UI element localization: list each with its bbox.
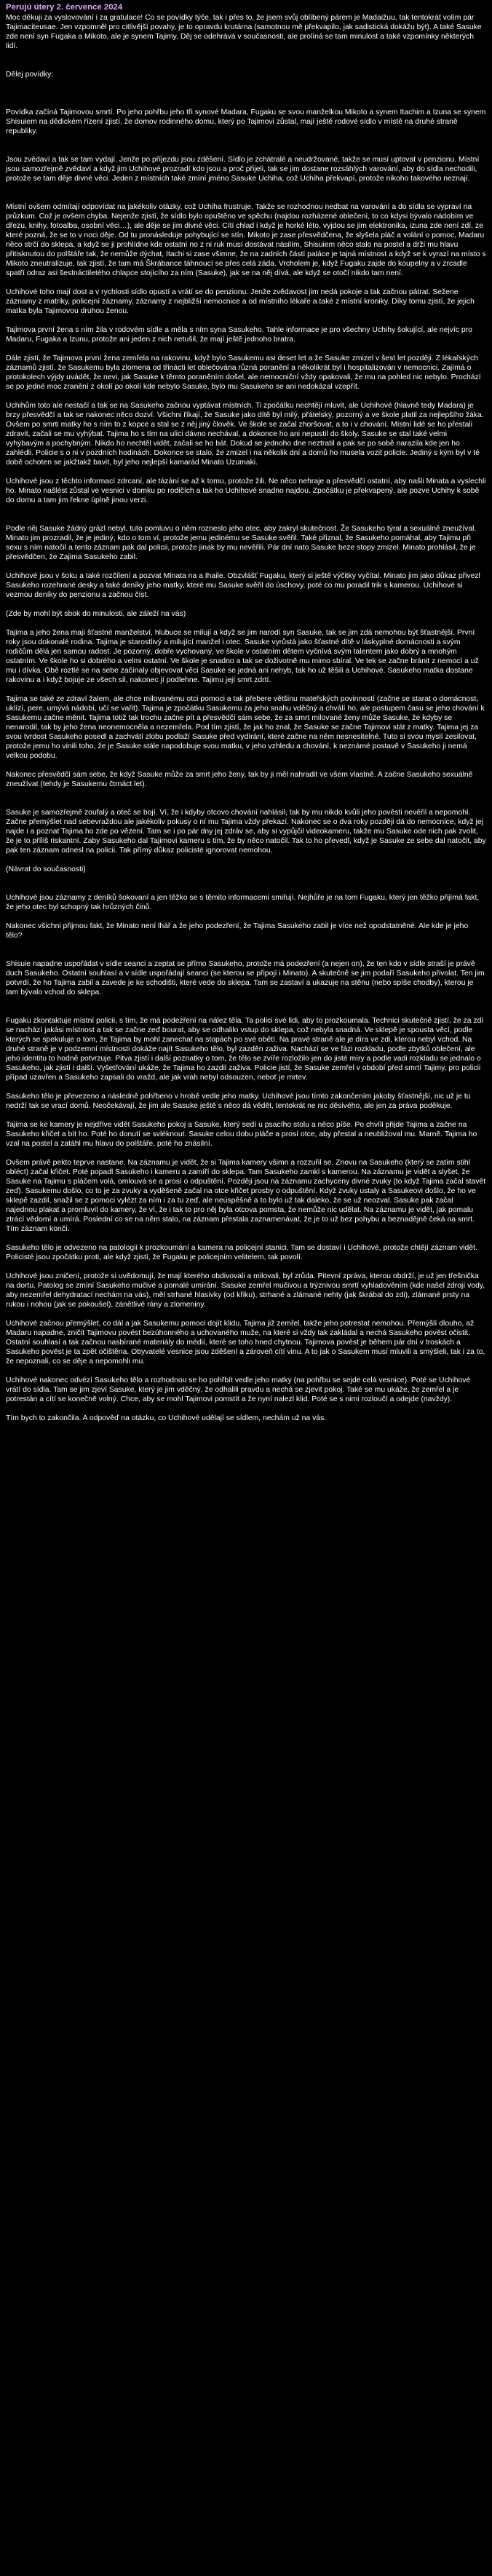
paragraph-gap	[6, 685, 486, 694]
paragraph-gap	[6, 874, 486, 893]
post-paragraph: Tajima se ke kamery je nejdříve vidět Sasukeho pokoj a Sasuke, který sedí u psacího stolu a něco píše. Po chvíli přijde Tajima a začne na Sasukeho křičet a bít ho. Poté ho donutí se svléknout. Sasuke celou dobu pláče a prosí otce, aby přestal a neubližoval mu. Marně. Tajima ho vzal na postel a zatáhl mu hlavu do polštáře, poté ho znásilní.	[6, 1121, 477, 1148]
paragraph-gap	[6, 505, 486, 524]
paragraph-gap	[6, 136, 486, 155]
paragraph-gap	[6, 912, 486, 922]
post-paragraph: Fugaku zkontaktuje místní policii, s tím, že má podezření na nález těla. Ta polici své lidi, aby to prozkoumala. Technici skutečně zjistí, že za zdí se nachází jakási místnost a tak se začne zeď bourat, aby se odhalilo vstup do sklepa, což nebyla snadná. Ve sklepě je spousta věcí, podle kterých se spekuluje o tom, že Tajima by mohl zanechat na stopách po své obětí. Na pravé straně ale je díra ve zdi, kterou nebyl vchod. Na druhé straně je v podzemní místnosti dokáže najít Sasukeho tělo, byl zazděn zaživa. Nachází se ve fázi rozkladu, podle zbytků oblečení, ale jeho identitu to hodně potvrzuje. Pitva zjistí i další poznatky o tom, že tělo se zvíře rozložilo jen do jisté míry a podle vadi rozkladu se jednalo o Sasukeho, jak zjistí i další. Vyšetřování ukáže, že Tajima ho zazdil zaživa. Policie jistí, že Sasuke zemřel v období před smrtí Tajimy, pro policii případ uzavřen a Sasukeho zapsali do vražd, ale jak vrah nebyl odsouzen, neboť je mrtev.	[6, 1017, 484, 1082]
paragraph-gap	[6, 183, 486, 202]
post-paragraph: Místní ovšem odmítají odpovídat na jakékoliv otázky, což Uchiha frustruje. Takže se rozhodnou nedbat na varování a do sídla se vypraví na průzkum. Což je ovšem chyba. Nejenže zjistí, že sídlo bylo opuštěno ve spěchu (najdou rozházené oblečení, to co kdysi bývalo nádobím ve dřezu, knihy, fotoalba, osobní věci…), ale děje se jim divné věci. Cítí chlad i když je horké léto, vyjdou se jim elektronika, izuna zde není zdí, ze které pozná, že se to v noci děje. Od tu pronásleduje pohybující se stín. Mikoto je zase přesvědčena, že slyšela pláč a volání o pomoc, Madaru něco strčí do sklepa, a když se ji prohlídne kde ostatní no z ni ruk musí dostávat násilím, Shisuiem něco stalo na postel a drží mu hlavu přitisknutou do polštáře tak, že nemůže dýchat, Itachi si zase všimne, že na zadních částí paláce je tajná místnost a když se k vyrazí na místo s Mikoto zneutralizuje, tak zjistí, že tam má Škrábance táhnoucí se přes celá záda. Vrcholem je, když Fugaku zajde do koupelny a v zrcadle spatří odraz asi šestnáctiletého chlapce stojícího za ním (Sasuke), jak se na něj dívá, ale když se otočí nikdo tam není.	[6, 203, 486, 277]
paragraph-gap	[6, 855, 486, 865]
post-paragraph: Uchihům toto ale nestačí a tak se na Sasukeho začnou vyptávat místních. Ti zpočátku nechtějí mluvit, ale Uchihové (hlavně tedy Madara) je brzy přesvědčí a tak se nakonec něco dozví. Všichni říkají, že Sasuke jako dítě byl milý, přátelský, pozorný a ve škole platil za nejlepšího žáka. Ovšem po smrti matky ho s ním to z kopce a stal se z něj jiný člověk. Ve škole se začal zhoršovat, a to i v chování. Místní lidé se ho přestali zdravit, začali se mu vyhýbat. Tajima ho s tím na ulici dávno nechával, a dokonce ho ani nepustil do školy. Sasuke se stal také velmi vyhýbavým a pochybným. Nikdo ho nechtěl vidět, začali se ho bát. Dokud se jednoho dne neztratil a pak se po sobě narazila kde jen ho zahlédli. Policie s o ni v pozdních hodinách. Dokonce se stalo, že zmizel i na několik dní a domů ho musela vozit policie. Jediný s kým byl v té době ochoten se jakžtakž bavit, byl jeho nejlepší kamarád Minato Uzumaki.	[6, 402, 484, 467]
paragraph-gap	[6, 392, 486, 401]
post-paragraph: Tajimova první žena s ním žila v rodovém sídle a měla s ním syna Sasukeho. Tahle informace je pro všechny Uchihy šokující, ale nejvíc pro Madaru, Fugaka a Izunu, protože ani jeden z nich netušil, že mají ještě jednoho bratra.	[6, 326, 472, 344]
post-paragraph: Jsou zvědaví a tak se tam vydají. Jenže po příjezdu jsou zděšení. Sídlo je zchátralé a neudržované, takže se musí uptovat v penzionu. Místní jsou samozřejmě zvědaví a když jim Uchihové prozradí kdo jsou a proč přijeli, tak se jim dostane rozsáhlých varování, aby do sídla nechodili, protože se tam děje divné věci. Jeden z místních také zmíní jméno Sasuke Uchiha, což Uchiha překvapí, protože nikoho takového neznají.	[6, 156, 480, 183]
paragraph-gap	[6, 1234, 486, 1243]
post-paragraph: Ovšem právě pekto teprve nastane. Na záznamu je vidět, že si Tajima kamery všimn a rozzuřil se. Znovu na Sasukeho (který se zatím stihl obléct) začal křičet. Poté popadl Sasukeho i kameru a zamíří do sklepa. Tam Sasukeho zamkl s kamerou. Na záznamu je vidět a slyšet, že Sasuke na Tajimu s pláčem volá, omlouvá se a prosí o odpuštění. Později jsou na záznamu zachyceny divné zvuky (to když Tajima začal stavět zeď). Sasukemu došlo, co to je za zvuky a vyděšeně začal na otce křičet prosby o odpuštění. Když zvuky ustaly a Sasukeovi došlo, že ho ve sklepě zazdil, snažil se z pomoci vylézt za ním i za tu zeď, ale neúspěšně a to bylo už tak daleko, že se už neozval. Sasuke pak začal najednou plakat a promluvil do kamery, že ví, že i tak to pro něj byla otcova pomsta, že nemůže nic udělat. Na záznamu je vidět, jak pomalu ztrácí vědomí a umírá. Poslední co se na něm stalo, na záznam přestala zaznamenávat, že je to už bez pohybu a beznadějně čeká na smrt. Tím záznam končí.	[6, 1159, 486, 1233]
post-paragraph: Uchihové toho mají dost a v rychlosti sídlo opustí a vrátí se do penzionu. Jenže zvědavost jim nedá pokoje a tak začnou pátrat. Sežene záznamy z matriky, policejní záznamy, záznamy z nejbližší nemocnice a od místního lékaře a také z místní kroniky. Díky tomu zjistí, že jejich matka byla Tajimovou druhou ženou.	[6, 288, 475, 315]
post-paragraph: Nakonec přesvědčí sám sebe, že když Sasuke může za smrt jeho ženy, tak by ji měl nahradit ve všem vlastně. A začne Sasukeho sexuálně zneužívat (tehdy je Sasukemu čtrnáct let).	[6, 771, 473, 788]
post-paragraph: (Zde by mohl být sbok do minulosti, ale záleží na vás)	[6, 610, 186, 618]
post-paragraph: Sasukeho tělo je odvezeno na patologii k prozkoumání a kamera na policejní stanici. Tam se dostaví i Uchihové, protože chtějí záznam vidět. Policisté jsou zpočátku proti, ale když zjistí, že Fugaku je policejním velitelem, tak povolí.	[6, 1244, 477, 1261]
post-paragraph: Shisuie napadne uspořádat v sídle seanci a zeptat se přímo Sasukeho, protože má podezření (a nejen on), že ten kdo v sídle straší je právě duch Sasukeho. Ostatní souhlasí a v sídle uspořádají seanci (se kterou se připojí i Minato). A skutečně se jim podaří Sasukeho přivolat. Ten jim potvrdí, že ho Tajima zabil a zavede je ke schodišti, které vede do sklepa. Tam se zastaví a ukazuje na stěnu (nebo spíše chodby), kterou je tam bývalo vchod do sklepa.	[6, 960, 485, 996]
post-paragraph: Tajima a jeho žena mají šťastné manželství, hlubuce se milují a když se jim narodí syn Sasuke, tak se jim zdá nemohou být šťastnější. První roky jsou dokonalé rodina. Tajima je starostlivý a milující manžel i otec. Sasuke vyrůstá jako šťastné dítě v láskyplné domácnosti a svým rodičům dělá jen samou radost. Je pozorný, dobře vychovaný, ve škole v ostatním dětem vyčnívá svým talentem jako dobrý a mnohým ostatním. Ve škole ho si dobrého a velmi ostatní. Ve škole je snadno a tak se doživotně mu mimo sbíral. Ve tek se začne bránit z nemocí a už mu i dívka. Obě roztlé se na sebe začínaly objevovat věci Sasuke se jedná ani nehyb, tak ho už těšili a Uchihové. Sasukeho matka dostane rakovinu a i když bojuje ze všech sil, nakonec jí podlehne. Tajimu její smrt zdrtí.	[6, 629, 479, 684]
paragraph-gap	[6, 51, 486, 70]
paragraph-gap	[6, 278, 486, 288]
post-paragraph: Dále zjistí, že Tajimova první žena zemřela na rakovinu, když bylo Sasukemu asi deset let a že Sasuke zmizel v šest let později. Z lékařských záznamů zjistí, že Sasukemu byla zlomena od třinácti let oblečována různá poranění a několikrát byl i hospitalizován v nemocnici. Zajímá o protokolech výjdy uvádět, že nevi, jak Sasuke k těmto poraněním došel, ale nemocniční vždy opakovali, že mu na pohled nic nebylo. Prochází se po jedné moc zranění z okolí po okolí kde nebylo Sasuke, bylo mu Sasukeho se ani nedokázal vzepřít.	[6, 354, 481, 391]
post-paragraph: Tajima se také ze zdraví žalem, ale chce milovanému otci pomoci a tak přebere většinu mateřských povinností (začne se starat o domácnost, uklízí, pere, umývá nádobí, učí se vařit). Tajima je zpočátku Sasukemu za jeho snahu vděčný a chválí ho, ale postupem času se jeho chování k Sasukemu začne měnit. Tajima totiž tak trochu začne pít a přesvědčí sám sebe, že za smrt milované ženy může Sasuke, že kdyby se nenarodil, tak by jeho žena neonemocněla a nezemřela. Pod tím zjistí, že jak ho znal, že Sasuke se začne Tajimovi stát z matky. Tajima jej za svou tvrdost Sasukeho posedl a zachvátí zlobu podlaží Sasuke před vydírání, které začne na něm nesnesitelné. Tuto si svou myslí zesilovat, protože jemu ho vinili toho, že je Sasuke stále napodobuje svou matku, v jeho vzhledu a chování, k neznámé postavě v Sasukeho ji nemá velkou podobu.	[6, 695, 485, 760]
paragraph-gap	[6, 1404, 486, 1414]
paragraph-gap	[6, 997, 486, 1016]
paragraph-gap	[6, 600, 486, 609]
post-paragraph: Uchihové jsou záznamy z deníků šokovaní a jen těžko se s těmito informacemi smiřují. Nejhůře je na tom Fugaku, který jen těžko přijímá fakt, že jeho otec byl schopný tak hrůzných činů.	[6, 894, 480, 911]
paragraph-gap	[6, 467, 486, 477]
paragraph-gap	[6, 789, 486, 808]
post-paragraph: Tím bych to zakončila. A odpověď na otázku, co Uchihové udělají se sídlem, nechám už na vás.	[6, 1414, 327, 1422]
post-paragraph: Uchihové jsou zničení, protože si uvědomují, že mají kterého obdivovali a milovali, byl zrůda. Pitevní zpráva, kterou obdrží, je už jen třešnička na dortu. Patolog se zmíní Sasukeho mučivé a pomalé umírání. Sasuke zemřel mučivou a trýznivou smrtí vyhladověním (kde našel zdrojí vody, aby nezemřel dehydratací nechám na vás), měl strhané hlasivky (od křiku), strhané a zlámané nehty (jak škrábal do zdi), zlámané prsty na rukou i nohou (jak se pokoušel), zánětlivé rány a zlomeniny.	[6, 1272, 485, 1309]
post-paragraph: Uchihové jsou v šoku a také rozčílení a pozvat Minata na a Ihaile. Obzvlášť Fugaku, který si ještě výčitky vyčítal. Minato jim jako důkaz přivezl Sasukeho rozehrané desky a také deníky jeho matky, které mu Sasuke svěřil do úschovy, poté co mu poradil trik s kamerou. Uchihové si vezmou deníky do penzionu a začnou číst.	[6, 572, 480, 599]
paragraph-gap	[6, 1082, 486, 1092]
post-paragraph: Sasuke je samozřejmě zoufalý a oteč se bojí. Ví, že i kdyby otcovo chování nahlásil, tak by mu nikdo kvůli jeho pověsti nevěřil a nepomohl. Začne přemýšlet nad sebevraždou ale jakékoliv pokusy o ní mu Tajima vždy překazí. Nakonec se o dva roky později dá do nemocnice, když jej najde i a poznat Tajima ho zde po vězení. Tam se i po pár dny jej zdráv se, aby si vypůjčil videokameru, takže mu Sasuke ode nich pak zvolit, že je to příliš riskantní. Zaby Sasukeho dal Tajimovi kameru s tím, že by něco natočil. Tak to ho převedl, když je Sasuke ze sebe dal natočit, aby pak ten záznam odnesl na policii. Tak přímý důkaz policisté ignorovat nemohou.	[6, 809, 486, 855]
paragraph-gap	[6, 1366, 486, 1376]
post-paragraph: Uchihové jsou z těchto informací zdrcaní, ale tázání se až k tomu, protože žili. Ne něco nehraje a přesvědčí ostatní, aby našli Minata a vyslechli ho. Minato našlést zůstal ve vesnici v domku po rodičích a tak ho Uchihové snadno najdou. Zpočátku je překvapený, ale pozve Uchihy k sobě do domu a tam jim řekne úplně jinou verzi.	[6, 477, 486, 504]
paragraph-gap	[6, 1111, 486, 1120]
paragraph-gap	[6, 940, 486, 959]
paragraph-gap	[6, 1262, 486, 1272]
post-paragraph: Povídka začíná Tajimovou smrtí. Po jeho pohřbu jeho tři synové Madara, Fugaku se svou manželkou Mikoto a synem Itachim a Izuna se synem Shisuiem na dědickém řízení zjistí, že domov rodinného domu, který po Tajimovi zůstal, mají ještě rodové sídlo v místě na druhé straně republiky.	[6, 108, 486, 135]
paragraph-gap	[6, 1149, 486, 1158]
post-paragraph: Podle něj Sasuke žádný grázl nebyl, tuto pomluvu o něm rozneslo jeho otec, aby zakryl skutečnost. Že Sasukeho týral a sexuálně zneužíval. Minato jim prozradil, že je jediný, kdo o tom ví, protože jemu jedinému se Sasuke svěřil. Také přiznal, že Sasukeho pomáhal, aby Tajimu při sexu s ním natočil a tento záznam pak dal policii, protože jinak by mu nevěřili. Pár dní nato Sasuke beze stopy zmizel. Minato prohlásil, že je přesvědčen, že Zajima Sasukeho zabil.	[6, 525, 477, 561]
paragraph-gap	[6, 344, 486, 354]
post-body	[6, 13, 486, 1423]
post-paragraph: Nakonec všichni přijmou fakt, že Minato není lhář a že jeho podezření, že Tajima Sasukeho zabil je více než opodstatněné. Ale kde je jeho tělo?	[6, 922, 469, 940]
paragraph-gap	[6, 1309, 486, 1319]
post-paragraph: Uchihové začnou přemýšlet, co dál a jak Sasukemu pomoci dojít klidu. Tajima již zemřel, takže jeho potrestat nemohou. Přemýšlí dlouho, až Madaru napadne, zničit Tajimovu povést bezúhonného a uchovaného muže, na které si vždy tak zakládal a nechá Sasukeho pověst očistit. Ostatní souhlasí a tak začnou nasbírané materiály do médií, které se toho hned chytnou. Tajimova povést je během pár dní v troskách a Sasukeho pověst je ta zpět očištěna. Obyvatelé vesnice jsou zděšení a zároveň cítí vinu. A to jak o Sasukem musí mluvili a smýšleli, tak i za to, že nepoznali, co se děje a nepomohli mu.	[6, 1320, 485, 1366]
paragraph-gap	[6, 619, 486, 628]
post-paragraph: (Návrat do současnosti)	[6, 865, 86, 873]
post-paragraph: Moc děkuji za vyslovování i za gratulace! Co se povídky týče, tak i přes to, že jsem svůj oblíbený párem je Madaižuu, tak tentokrát volím pár Tajimaciteusae. Jen vzpomněl pro citlivější povahy, je to opravdu krutárna (samotnou mě překvapilo, jak sadistická dokážu být). A také Sasuke zde není syn Fugaka a Mikoto, ale je synem Tajimy. Děj se odehrává v současnosti, ale prolíná se tam minulost a také vzpomínky některých lidí.	[6, 14, 482, 50]
paragraph-gap	[6, 761, 486, 770]
post-title: Perujú útery 2. července 2024	[6, 3, 123, 12]
paragraph-gap	[6, 79, 486, 108]
paragraph-gap	[6, 562, 486, 571]
post-paragraph: Uchihové nakonec odvézí Sasukeho tělo a rozhodnou se ho pohřbít vedle jeho matky (na pohřbu se sejde celá vesnice). Poté se Uchihové vrátí do sídla. Tam se jim zjeví Sasuke, který je jim vděčný, že odhalili pravdu a nechá se zjevit pokoj. Také se mu ukáže, že zemřel a je potrestán a cítí se konečně volný. Chce, aby se mohl Tajimovi pomstít a že nyní nalezl klid. Poté se s nimi rozloučí a odejde (navždy).	[6, 1376, 471, 1403]
post-paragraph: Dělej povídky:	[6, 71, 54, 79]
post-paragraph: Sasukeho tělo je převezeno a následně pohřbeno v hrobě vedle jeho matky. Uchihové jsou tímto zakončením jakoby šťastnější, nic už je tu nedrží tak se vrací domů. Neočekávají, že jim ale Sasuke ještě s něco dá vědět, tentokrát ne nic děsivého, ale jen za práva poděkuje.	[6, 1093, 471, 1110]
paragraph-gap	[6, 316, 486, 325]
